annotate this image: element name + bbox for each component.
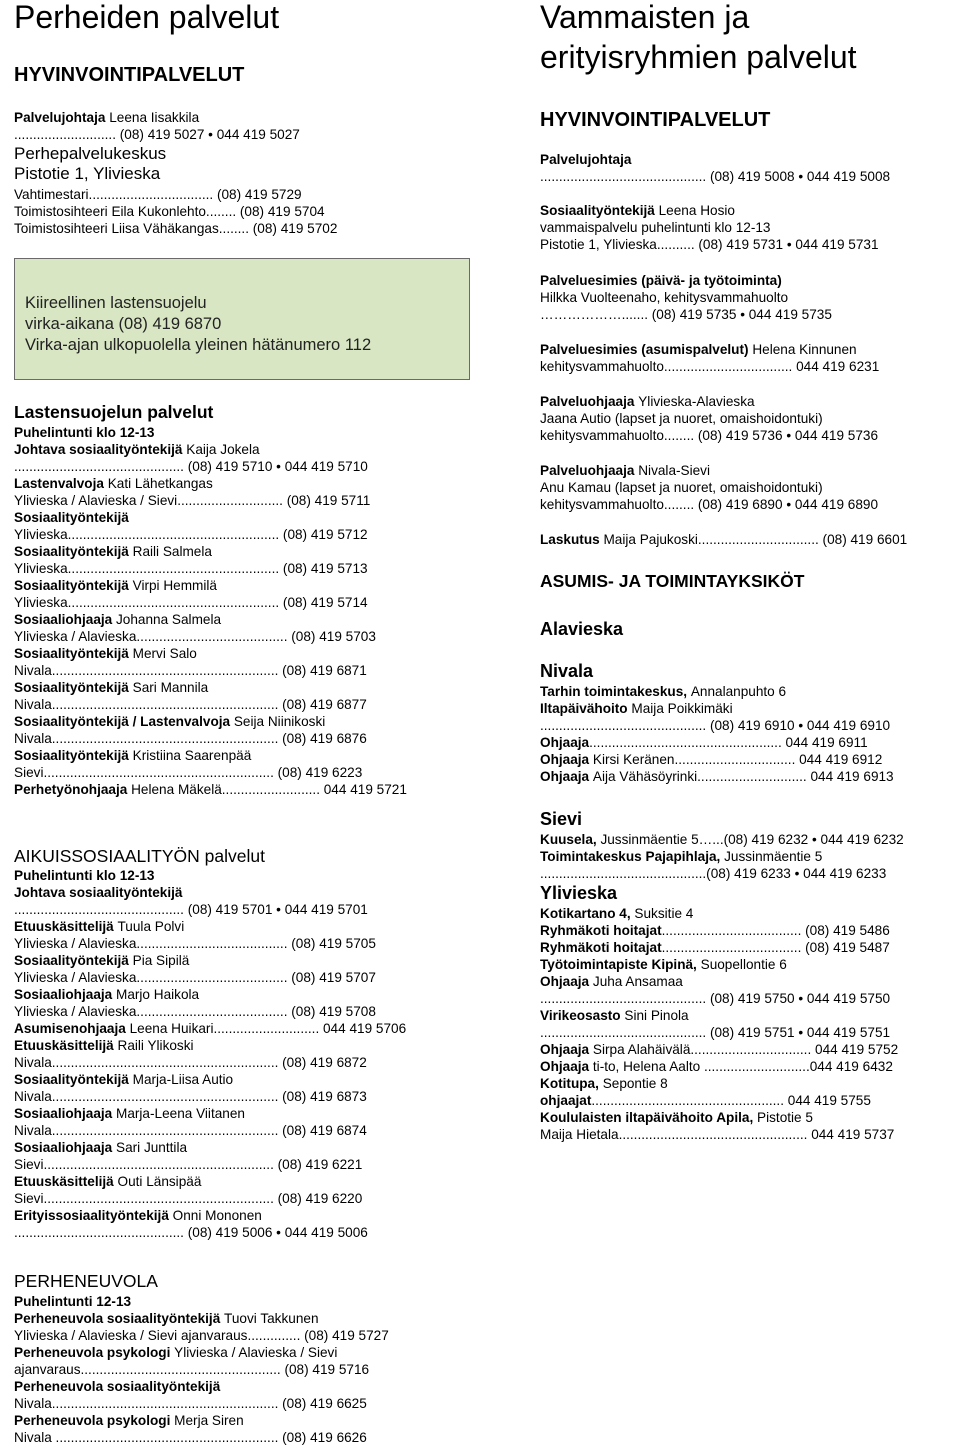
row-label: Sosiaalityöntekijä	[14, 510, 129, 525]
nivala-list	[540, 683, 894, 785]
row-text: Ylivieska........................................................ (08) 419 5713	[14, 561, 368, 576]
row-text: Kaija Jokela	[186, 442, 260, 457]
row-label: Perheneuvola psykologi	[14, 1413, 175, 1428]
list-row	[14, 1122, 406, 1139]
row-text: ................................................... 044 419 5755	[591, 1093, 871, 1108]
row-text: ............................................ (08) 419 6910 • 044 419 6910	[540, 718, 891, 733]
row-text: Pia Sipilä	[132, 953, 190, 968]
row-label: Perhetyönohjaaja	[14, 782, 132, 797]
row-label: Sosiaalityöntekijä	[14, 680, 133, 695]
pn-list	[14, 1293, 389, 1446]
list-row	[14, 1224, 406, 1241]
list-row	[14, 696, 407, 713]
list-row	[14, 611, 407, 628]
row-label: Ryhmäkoti hoitajat	[540, 923, 662, 938]
list-row	[14, 1412, 389, 1429]
row-label: Sosiaaliohjaaja	[14, 612, 116, 627]
right-list-7	[540, 531, 907, 548]
asumis-heading: ASUMIS- JA TOIMINTAYKSIKÖT	[540, 571, 805, 591]
right-title-1: Vammaisten ja	[540, 0, 750, 35]
list-row	[540, 393, 878, 410]
list-row	[14, 441, 407, 458]
row-text: ............................................ (08) 419 5008 • 044 419 5008	[540, 169, 891, 184]
row-label: Sosiaalityöntekijä	[14, 1072, 133, 1087]
list-row	[540, 202, 879, 219]
pn-title: PERHENEUVOLA	[14, 1271, 158, 1291]
director-phone: ........................... (08) 419 5027 • 044 419 5027	[14, 127, 300, 142]
list-row	[14, 1173, 406, 1190]
list-row	[14, 952, 406, 969]
row-text: Sini Pinola	[624, 1008, 689, 1023]
list-row	[540, 831, 904, 848]
row-text: Nivala............................................................ (08) 419 6872	[14, 1055, 367, 1070]
list-row	[14, 1207, 406, 1224]
list-row	[540, 973, 898, 990]
row-text: Mervi Salo	[132, 646, 197, 661]
row-label: Kuusela,	[540, 832, 601, 847]
row-text: vammaispalvelu puhelintunti klo 12-13	[540, 220, 771, 235]
row-text: Annalanpuhto 6	[690, 684, 787, 699]
alavieska-heading: Alavieska	[540, 619, 624, 639]
row-label: Sosiaalityöntekijä	[14, 748, 133, 763]
row-text: Merja Siren	[174, 1413, 244, 1428]
list-row	[14, 747, 407, 764]
list-row	[540, 1041, 898, 1058]
row-label: Etuuskäsittelijä	[14, 1038, 118, 1053]
list-row	[14, 1327, 389, 1344]
row-label: Toimintakeskus Pajapihlaja,	[540, 849, 725, 864]
row-text: Raili Ylikoski	[117, 1038, 194, 1053]
list-row	[540, 990, 898, 1007]
row-text: Suksitie 4	[634, 906, 694, 921]
row-text: Anu Kamau (lapset ja nuoret, omaishoidontuki)	[540, 480, 823, 495]
list-row	[540, 479, 878, 496]
row-label: Sosiaalityöntekijä	[540, 203, 659, 218]
list-row	[540, 236, 879, 253]
row-text: ..................................... (08) 419 5487	[661, 940, 890, 955]
list-row	[14, 901, 406, 918]
row-text: ajanvaraus..................................................... (08) 419 5716	[14, 1362, 370, 1377]
list-row	[14, 1071, 406, 1088]
row-label: Kotikartano 4,	[540, 906, 635, 921]
row-label: Ohjaaja	[540, 1042, 593, 1057]
row-text: Ylivieska / Alavieska / Sievi ajanvaraus.............. (08) 419 5727	[14, 1328, 389, 1343]
row-text: Jussinmäentie 5…...(08) 419 6232 • 044 419 6232	[600, 832, 904, 847]
row-text: Hilkka Vuolteenaho, kehitysvammahuolto	[540, 290, 789, 305]
list-row	[540, 1092, 898, 1109]
list-row	[14, 645, 407, 662]
row-label: Sosiaaliohjaaja	[14, 987, 116, 1002]
list-row	[14, 884, 406, 901]
ls-title: Lastensuojelun palvelut	[14, 402, 214, 422]
row-text: Tuovi Takkunen	[224, 1311, 319, 1326]
list-row	[14, 458, 407, 475]
contact-line: Toimistosihteeri Eila Kukonlehto........ (08) 419 5704	[14, 204, 325, 219]
list-row	[540, 168, 890, 185]
row-text: Ylivieska........................................................ (08) 419 5712	[14, 527, 368, 542]
row-text: ti-to, Helena Aalto ............................044 419 6432	[592, 1059, 893, 1074]
list-row	[540, 683, 894, 700]
list-row	[540, 1024, 898, 1041]
list-row	[14, 935, 406, 952]
row-label: Kotitupa,	[540, 1076, 603, 1091]
right-list-5	[540, 393, 878, 444]
row-text: ............................................. (08) 419 5006 • 044 419 5006	[14, 1225, 368, 1240]
urgent-line-2: virka-aikana (08) 419 6870	[25, 315, 222, 333]
list-row	[540, 1126, 898, 1143]
list-row	[540, 1075, 898, 1092]
list-row	[540, 1058, 898, 1075]
right-hyv-heading: HYVINVOINTIPALVELUT	[540, 109, 771, 131]
row-text: Outi Länsipää	[117, 1174, 202, 1189]
row-label: Sosiaaliohjaaja	[14, 1140, 116, 1155]
list-row	[540, 531, 907, 548]
row-text: ............................................ (08) 419 5750 • 044 419 5750	[540, 991, 891, 1006]
row-text: Ylivieska / Alavieska / Sievi	[174, 1345, 338, 1360]
list-row	[14, 781, 407, 798]
sievi-list	[540, 831, 904, 882]
row-text: ............................................(08) 419 6233 • 044 419 6233	[540, 866, 887, 881]
list-row	[540, 462, 878, 479]
row-text: Ylivieska........................................................ (08) 419 5714	[14, 595, 368, 610]
row-text: Ylivieska-Alavieska	[638, 394, 755, 409]
row-text: Nivala............................................................ (08) 419 6876	[14, 731, 367, 746]
row-label: Perheneuvola sosiaalityöntekijä	[14, 1379, 221, 1394]
row-text: Jussinmäentie 5	[724, 849, 823, 864]
director-line: Palvelujohtaja Leena Iisakkila	[14, 110, 200, 125]
row-text: kehitysvammahuolto.................................. 044 419 6231	[540, 359, 880, 374]
row-label: Ryhmäkoti hoitajat	[540, 940, 662, 955]
list-row	[540, 219, 879, 236]
row-text: Suopellontie 6	[700, 957, 787, 972]
list-row	[14, 1344, 389, 1361]
row-text: Marja-Leena Viitanen	[116, 1106, 245, 1121]
row-text: Maija Poikkimäki	[631, 701, 733, 716]
row-label: ohjaajat	[540, 1093, 592, 1108]
row-text: Sari Mannila	[132, 680, 209, 695]
aik-list	[14, 867, 406, 1241]
list-row	[14, 1361, 389, 1378]
list-row	[14, 662, 407, 679]
nivala-heading: Nivala	[540, 661, 594, 681]
row-label: Asumisenohjaaja	[14, 1021, 130, 1036]
list-row	[14, 509, 407, 526]
urgent-child-protection-box	[14, 258, 470, 380]
list-row	[14, 1310, 389, 1327]
row-text: Aija Vähäsöyrinki............................. 044 419 6913	[592, 769, 894, 784]
row-text: kehitysvammahuolto........ (08) 419 5736 • 044 419 5736	[540, 428, 879, 443]
list-row	[540, 151, 890, 168]
left-hyv-heading: HYVINVOINTIPALVELUT	[14, 64, 245, 86]
row-label: Laskutus	[540, 532, 604, 547]
row-text: Nivala............................................................ (08) 419 6873	[14, 1089, 367, 1104]
list-row	[14, 1088, 406, 1105]
row-text: Sepontie 8	[602, 1076, 668, 1091]
list-row	[14, 628, 407, 645]
row-label: Etuuskäsittelijä	[14, 1174, 118, 1189]
right-list-2	[540, 202, 879, 253]
ylivieska-heading: Ylivieska	[540, 883, 618, 903]
row-label: Lastenvalvoja	[14, 476, 108, 491]
row-text: ................................................... 044 419 6911	[589, 735, 868, 750]
list-row	[540, 1007, 898, 1024]
list-row	[14, 594, 407, 611]
list-row	[540, 865, 904, 882]
row-text: Seija Niinikoski	[233, 714, 326, 729]
list-row	[540, 905, 898, 922]
list-row	[14, 1003, 406, 1020]
row-text: Nivala ........................................................... (08) 419 6626	[14, 1430, 367, 1445]
row-text: Ylivieska / Alavieska........................................ (08) 419 5707	[14, 970, 376, 985]
list-row	[14, 526, 407, 543]
list-row	[540, 768, 894, 785]
list-row	[14, 543, 407, 560]
row-label: Johtava sosiaalityöntekijä	[14, 442, 187, 457]
row-label: Ohjaaja	[540, 735, 590, 750]
list-row	[14, 679, 407, 696]
list-row	[540, 1109, 898, 1126]
list-row	[14, 424, 407, 441]
row-label: Sosiaalityöntekijä	[14, 544, 133, 559]
list-row	[540, 751, 894, 768]
row-label: Puhelintunti klo 12-13	[14, 425, 155, 440]
row-text: ………………....... (08) 419 5735 • 044 419 5735	[540, 307, 832, 322]
row-label: Palveluohjaaja	[540, 463, 639, 478]
row-label: Palvelujohtaja	[540, 152, 632, 167]
list-row	[540, 272, 832, 289]
row-text: Kristiina Saarenpää	[132, 748, 252, 763]
row-label: Ohjaaja	[540, 974, 593, 989]
row-label: Etuuskäsittelijä	[14, 919, 118, 934]
row-text: Marjo Haikola	[116, 987, 200, 1002]
row-text: Nivala............................................................ (08) 419 6625	[14, 1396, 367, 1411]
list-row	[14, 1156, 406, 1173]
list-row	[14, 764, 407, 781]
row-text: Leena Huikari............................ 044 419 5706	[129, 1021, 407, 1036]
urgent-line-1: Kiireellinen lastensuojelu	[25, 294, 207, 312]
contact-line: Toimistosihteeri Liisa Vähäkangas........ (08) 419 5702	[14, 221, 338, 236]
row-text: Nivala............................................................ (08) 419 6871	[14, 663, 367, 678]
list-row	[540, 341, 879, 358]
row-text: Sirpa Alahäivälä................................ 044 419 5752	[592, 1042, 899, 1057]
list-row	[14, 577, 407, 594]
list-row	[14, 1105, 406, 1122]
row-text: Maija Hietala.................................................. 044 419 5737	[540, 1127, 895, 1142]
list-row	[14, 713, 407, 730]
perhe-heading-2: Pistotie 1, Ylivieska	[14, 164, 161, 183]
row-text: Raili Salmela	[132, 544, 212, 559]
list-row	[540, 410, 878, 427]
right-list-6	[540, 462, 878, 513]
list-row	[14, 730, 407, 747]
list-row	[14, 1139, 406, 1156]
row-text: Virpi Hemmilä	[132, 578, 217, 593]
ylivieska-list	[540, 905, 898, 1143]
list-row	[14, 1429, 389, 1446]
list-row	[540, 939, 898, 956]
right-list-3	[540, 272, 832, 323]
contact-line: Vahtimestari................................. (08) 419 5729	[14, 187, 302, 202]
row-text: kehitysvammahuolto........ (08) 419 6890 • 044 419 6890	[540, 497, 879, 512]
ls-list	[14, 424, 407, 798]
list-row	[14, 475, 407, 492]
list-row	[14, 1054, 406, 1071]
list-row	[540, 734, 894, 751]
row-text: Maija Pajukoski................................ (08) 419 6601	[603, 532, 908, 547]
row-text: Sievi............................................................. (08) 419 6221	[14, 1157, 363, 1172]
list-row	[540, 922, 898, 939]
row-label: Ohjaaja	[540, 752, 593, 767]
row-text: Tuula Polvi	[117, 919, 185, 934]
row-text: Ylivieska / Alavieska........................................ (08) 419 5705	[14, 936, 376, 951]
row-text: Juha Ansamaa	[592, 974, 683, 989]
row-label: Työtoimintapiste Kipinä,	[540, 957, 701, 972]
row-text: Nivala............................................................ (08) 419 6877	[14, 697, 367, 712]
list-row	[540, 717, 894, 734]
row-label: Johtava sosiaalityöntekijä	[14, 885, 183, 900]
row-label: Ohjaaja	[540, 1059, 593, 1074]
row-text: Sari Junttila	[116, 1140, 188, 1155]
urgent-line-3: Virka-ajan ulkopuolella yleinen hätänumero 112	[25, 336, 372, 354]
list-row	[540, 289, 832, 306]
list-row	[540, 848, 904, 865]
row-label: Virikeosasto	[540, 1008, 625, 1023]
row-text: Sievi............................................................. (08) 419 6220	[14, 1191, 363, 1206]
list-row	[540, 427, 878, 444]
row-label: Palveluohjaaja	[540, 394, 639, 409]
list-row	[14, 918, 406, 935]
list-row	[540, 956, 898, 973]
row-text: ............................................. (08) 419 5710 • 044 419 5710	[14, 459, 368, 474]
row-text: Marja-Liisa Autio	[132, 1072, 234, 1087]
row-text: Ylivieska / Alavieska........................................ (08) 419 5703	[14, 629, 376, 644]
row-label: Perheneuvola psykologi	[14, 1345, 175, 1360]
right-title-2: erityisryhmien palvelut	[540, 39, 857, 75]
row-text: Sievi............................................................. (08) 419 6223	[14, 765, 363, 780]
aik-title: AIKUISSOSIAALITYÖN palvelut	[14, 846, 265, 866]
row-text: Nivala............................................................ (08) 419 6874	[14, 1123, 367, 1138]
row-label: Palveluesimies (asumispalvelut)	[540, 342, 753, 357]
row-label: Puhelintunti 12-13	[14, 1294, 132, 1309]
row-text: Pistotie 1, Ylivieska.......... (08) 419 5731 • 044 419 5731	[540, 237, 879, 252]
row-text: Nivala-Sievi	[638, 463, 710, 478]
row-text: Helena Mäkelä.......................... 044 419 5721	[131, 782, 407, 797]
row-label: Sosiaalityöntekijä	[14, 953, 133, 968]
row-label: Sosiaalityöntekijä / Lastenvalvoja	[14, 714, 234, 729]
sievi-heading: Sievi	[540, 809, 583, 829]
row-text: Jaana Autio (lapset ja nuoret, omaishoidontuki)	[540, 411, 823, 426]
row-label: Ohjaaja	[540, 769, 593, 784]
list-row	[540, 700, 894, 717]
list-row	[540, 306, 832, 323]
row-text: Kirsi Keränen................................ 044 419 6912	[592, 752, 883, 767]
row-label: Iltapäivähoito	[540, 701, 632, 716]
right-list-1	[540, 151, 890, 185]
row-text: Ylivieska / Alavieska / Sievi............................ (08) 419 5711	[14, 493, 371, 508]
list-row	[14, 867, 406, 884]
row-label: Erityissosiaalityöntekijä	[14, 1208, 173, 1223]
row-label: Sosiaalityöntekijä	[14, 646, 133, 661]
row-label: Tarhin toimintakeskus,	[540, 684, 691, 699]
row-text: Helena Kinnunen	[752, 342, 857, 357]
row-label: Sosiaaliohjaaja	[14, 1106, 116, 1121]
row-label: Sosiaalityöntekijä	[14, 578, 133, 593]
row-text: Kati Lähetkangas	[107, 476, 213, 491]
list-row	[14, 986, 406, 1003]
list-row	[14, 1037, 406, 1054]
row-text: Leena Hosio	[658, 203, 735, 218]
row-text: Onni Mononen	[172, 1208, 262, 1223]
left-title: Perheiden palvelut	[14, 0, 280, 35]
row-text: Pistotie 5	[757, 1110, 813, 1125]
perhe-heading-1: Perhepalvelukeskus	[14, 144, 167, 163]
right-list-4	[540, 341, 879, 375]
row-text: Johanna Salmela	[116, 612, 222, 627]
row-label: Koululaisten iltapäivähoito Apila,	[540, 1110, 758, 1125]
row-label: Palveluesimies (päivä- ja työtoiminta)	[540, 273, 782, 288]
list-row	[540, 358, 879, 375]
row-label: Puhelintunti klo 12-13	[14, 868, 155, 883]
list-row	[14, 1190, 406, 1207]
list-row	[14, 560, 407, 577]
row-text: ............................................ (08) 419 5751 • 044 419 5751	[540, 1025, 891, 1040]
row-label: Perheneuvola sosiaalityöntekijä	[14, 1311, 225, 1326]
list-row	[14, 969, 406, 986]
list-row	[540, 496, 878, 513]
list-row	[14, 1395, 389, 1412]
list-row	[14, 492, 407, 509]
row-text: ..................................... (08) 419 5486	[661, 923, 890, 938]
row-text: ............................................. (08) 419 5701 • 044 419 5701	[14, 902, 368, 917]
row-text: Ylivieska / Alavieska........................................ (08) 419 5708	[14, 1004, 376, 1019]
list-row	[14, 1378, 389, 1395]
list-row	[14, 1020, 406, 1037]
list-row	[14, 1293, 389, 1310]
